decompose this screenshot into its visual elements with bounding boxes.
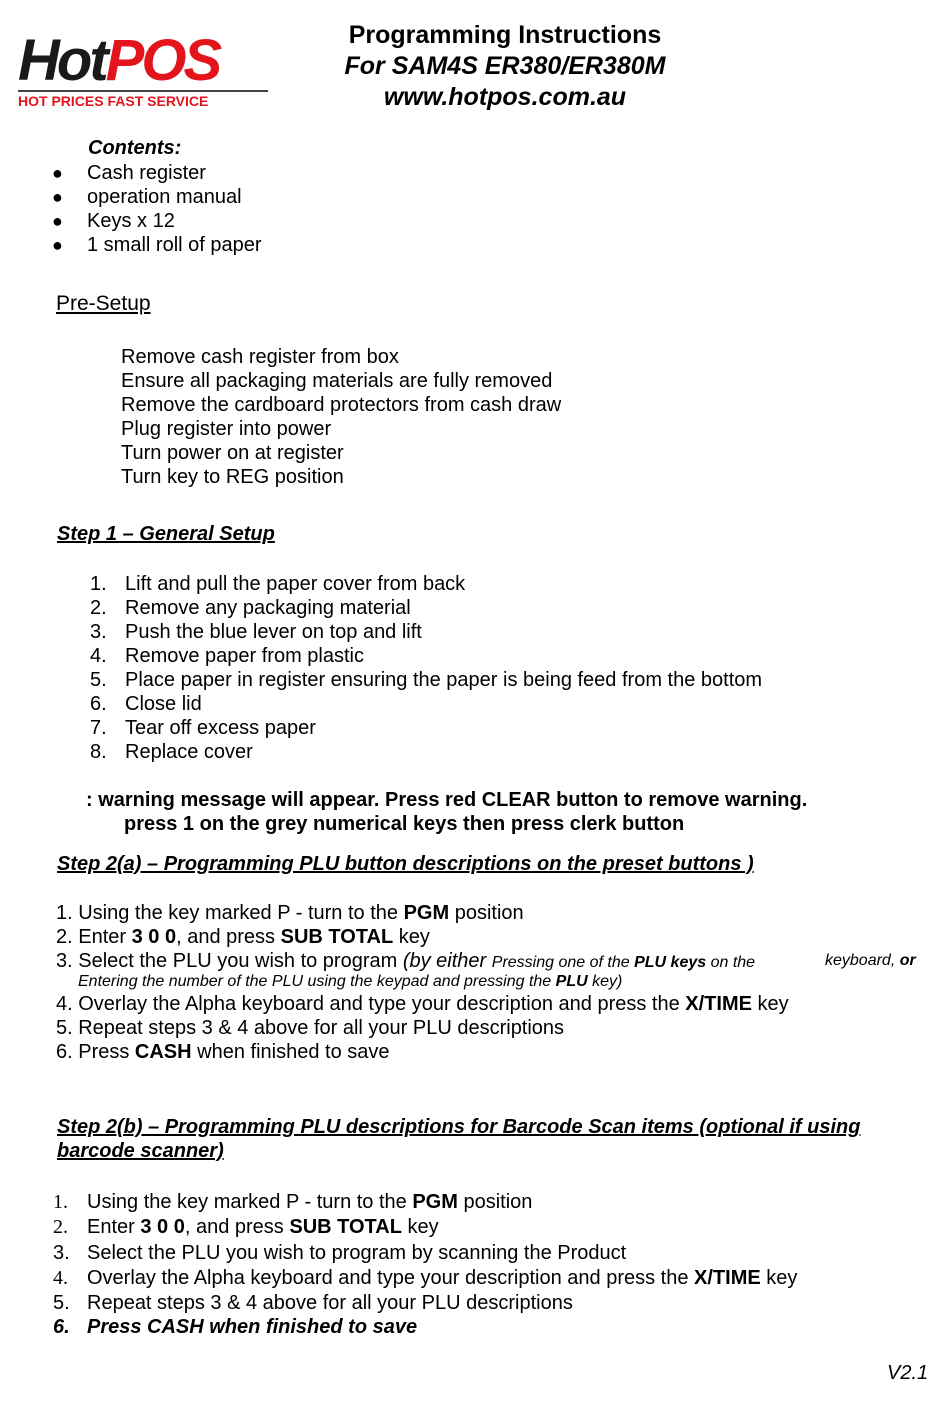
list-item-subline: Entering the number of the PLU using the keypad and pressing the PLU key): [78, 973, 623, 990]
doc-website: www.hotpos.com.au: [383, 83, 627, 111]
list-item: 1. Using the key marked P - turn to the PGM position: [56, 902, 524, 924]
list-item: ● Cash register: [52, 162, 206, 184]
step1-title: Step 1 – General Setup: [57, 523, 275, 545]
list-item: 3. Select the PLU you wish to program by scanning the Product: [53, 1242, 627, 1264]
list-item: 1. Using the key marked P - turn to the PGM position: [53, 1191, 533, 1213]
step2a-title: Step 2(a) – Programming PLU button descriptions on the preset buttons ): [57, 853, 754, 875]
list-item: 8. Replace cover: [90, 741, 253, 763]
list-item: 4. Overlay the Alpha keyboard and type your description and press the X/TIME key: [53, 1267, 798, 1289]
bullet-icon: ●: [52, 187, 63, 207]
list-item: 4. Remove paper from plastic: [90, 645, 364, 667]
logo-tagline-1: HOT PRICES: [18, 93, 104, 109]
bullet-icon: ●: [52, 235, 63, 255]
list-item: 5. Repeat steps 3 & 4 above for all your PLU descriptions: [56, 1017, 565, 1039]
list-item: 2. Enter 3 0 0, and press SUB TOTAL key: [53, 1216, 439, 1238]
list-item: Remove the cardboard protectors from cash draw: [121, 394, 562, 416]
step2b-title-line2: barcode scanner): [57, 1140, 224, 1162]
list-item: 6. Press CASH when finished to save: [53, 1316, 418, 1338]
doc-subtitle-model: For SAM4S ER380/ER380M: [344, 52, 666, 80]
list-item: 6. Press CASH when finished to save: [56, 1041, 390, 1063]
contents-title: Contents:: [88, 137, 182, 159]
presetup-title: Pre-Setup: [56, 292, 151, 315]
list-item: 7. Tear off excess paper: [90, 717, 316, 739]
step2b-title-line1: Step 2(b) – Programming PLU descriptions for Barcode Scan items (optional if using: [57, 1116, 861, 1138]
bullet-icon: ●: [52, 163, 63, 183]
list-item: Turn power on at register: [121, 442, 344, 464]
list-item: 1. Lift and pull the paper cover from back: [90, 573, 466, 595]
list-item: ● 1 small roll of paper: [52, 234, 262, 256]
warning-note-line1: : warning message will appear. Press red CLEAR button to remove warning.: [86, 789, 808, 811]
logo-tagline: [18, 90, 268, 110]
doc-title: Programming Instructions: [348, 21, 662, 49]
list-item: Plug register into power: [121, 418, 332, 440]
list-item: 5. Place paper in register ensuring the paper is being feed from the bottom: [90, 669, 763, 691]
list-item: 3. Select the PLU you wish to program (by either Pressing one of the PLU keys on the: [56, 950, 756, 972]
list-item: 3. Push the blue lever on top and lift: [90, 621, 422, 643]
logo-hot-text: Hot: [18, 28, 106, 93]
list-item-continuation: keyboard, or: [825, 952, 916, 969]
list-item: ● operation manual: [52, 186, 242, 208]
list-item: 4. Overlay the Alpha keyboard and type your description and press the X/TIME key: [56, 993, 789, 1015]
list-item: 6. Close lid: [90, 693, 202, 715]
list-item: 2. Enter 3 0 0, and press SUB TOTAL key: [56, 926, 430, 948]
list-item: 5. Repeat steps 3 & 4 above for all your PLU descriptions: [53, 1292, 573, 1314]
version-label: V2.1: [887, 1362, 929, 1384]
logo-wordmark: [18, 30, 219, 92]
list-item: ● Keys x 12: [52, 210, 175, 232]
list-item: Ensure all packaging materials are fully removed: [121, 370, 553, 392]
logo-pos-text: POS: [105, 28, 220, 93]
warning-note-line2: press 1 on the grey numerical keys then press clerk button: [124, 813, 685, 835]
hotpos-logo: [18, 30, 280, 110]
bullet-icon: ●: [52, 211, 63, 231]
list-item: 2. Remove any packaging material: [90, 597, 411, 619]
logo-tagline-2: FAST SERVICE: [107, 93, 209, 109]
list-item: Remove cash register from box: [121, 346, 399, 368]
list-item: Turn key to REG position: [121, 466, 344, 488]
